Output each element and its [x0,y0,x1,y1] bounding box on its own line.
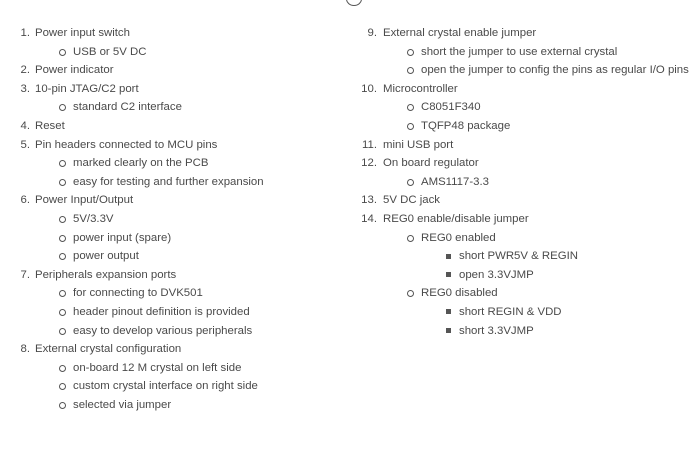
sub-sub-list-item [350,247,700,266]
sub-list-item [0,43,340,62]
circle-bullet-icon [59,216,66,223]
sub-item-text: USB or 5V DC [73,45,147,58]
sub-sub-item-text: short REGIN & VDD [459,305,562,318]
circle-bullet-icon [59,235,66,242]
circle-bullet-icon [407,179,414,186]
circle-bullet-icon [59,49,66,56]
list-item [350,136,700,155]
item-number: 13. [361,194,377,207]
item-text: REG0 enable/disable jumper [383,212,529,225]
sub-item-text: power input (spare) [73,231,172,244]
sub-list-item [0,396,340,415]
sub-sub-list-item [350,303,700,322]
item-text: Reset [35,119,65,132]
sub-list-item [350,229,700,248]
sub-list-item [0,154,340,173]
sub-list-item [0,247,340,266]
sub-list-item [0,173,340,192]
circled-number-mark [346,0,362,6]
list-item [0,117,340,136]
sub-item-text: custom crystal interface on right side [73,380,258,393]
square-bullet-icon [446,328,451,333]
sub-list-item [0,98,340,117]
circle-bullet-icon [407,67,414,74]
sub-list-item [350,61,700,80]
sub-list-item [350,43,700,62]
item-number: 4. [20,119,30,132]
list-item [0,191,340,210]
item-text: mini USB port [383,138,454,151]
sub-item-text: REG0 disabled [421,287,498,300]
sub-list-item [0,322,340,341]
circle-bullet-icon [59,253,66,260]
list-item [0,136,340,155]
sub-list-item [0,303,340,322]
feature-list-right [350,24,700,340]
list-item [0,340,340,359]
item-number: 7. [20,268,30,281]
sub-list-item [0,284,340,303]
sub-item-text: standard C2 interface [73,101,182,114]
sub-item-text: marked clearly on the PCB [73,157,209,170]
sub-item-text: selected via jumper [73,398,172,411]
item-text: 10-pin JTAG/C2 port [35,82,139,95]
sub-sub-item-text: open 3.3VJMP [459,268,534,281]
square-bullet-icon [446,254,451,259]
item-text: External crystal configuration [35,343,182,356]
item-text: Pin headers connected to MCU pins [35,138,218,151]
list-item [0,61,340,80]
item-number: 3. [20,82,30,95]
circle-bullet-icon [59,104,66,111]
circle-bullet-icon [59,290,66,297]
sub-list-item [350,98,700,117]
item-number: 11. [362,138,377,151]
sub-sub-list-item [350,266,700,285]
sub-item-text: easy for testing and further expansion [73,175,264,188]
sub-sub-item-text: short 3.3VJMP [459,324,534,337]
item-text: 5V DC jack [383,194,440,207]
sub-item-text: AMS1117-3.3 [421,175,489,188]
item-number: 8. [20,343,30,356]
item-text: Power indicator [35,64,114,77]
square-bullet-icon [446,272,451,277]
item-text: Microcontroller [383,82,458,95]
sub-item-text: REG0 enabled [421,231,496,244]
sub-list-item [350,284,700,303]
sub-list-item [0,377,340,396]
sub-item-text: for connecting to DVK501 [73,287,203,300]
circle-bullet-icon [59,160,66,167]
item-number: 6. [20,194,30,207]
circle-bullet-icon [407,235,414,242]
sub-list-item [350,117,700,136]
circle-bullet-icon [59,179,66,186]
circle-bullet-icon [59,402,66,409]
sub-item-text: TQFP48 package [421,119,511,132]
sub-item-text: C8051F340 [421,101,481,114]
item-number: 10. [361,82,377,95]
item-number: 9. [367,27,377,39]
sub-item-text: open the jumper to config the pins as regular I/O pins [421,64,689,77]
circle-bullet-icon [59,328,66,335]
sub-list-item [350,173,700,192]
item-text: Power Input/Output [35,194,134,207]
list-item [350,191,700,210]
list-item [0,80,340,99]
circle-bullet-icon [407,123,414,130]
item-number: 1. [20,27,30,39]
sub-list-item [0,229,340,248]
sub-item-text: header pinout definition is provided [73,305,250,318]
square-bullet-icon [446,309,451,314]
sub-item-text: 5V/3.3V [73,212,114,225]
circle-bullet-icon [59,309,66,316]
item-text: On board regulator [383,157,479,170]
sub-item-text: short the jumper to use external crystal [421,45,618,58]
circle-bullet-icon [407,290,414,297]
circle-bullet-icon [59,365,66,372]
circle-bullet-icon [407,49,414,56]
item-number: 14. [361,212,377,225]
item-number: 2. [20,64,30,77]
item-text: Peripherals expansion ports [35,268,177,281]
sub-item-text: on-board 12 M crystal on left side [73,361,242,374]
circle-bullet-icon [407,104,414,111]
sub-item-text: power output [73,250,139,263]
list-item [350,154,700,173]
list-item [350,210,700,229]
list-item [350,80,700,99]
feature-list-left [0,24,340,414]
list-item [350,24,700,43]
item-number: 5. [20,138,30,151]
list-item [0,266,340,285]
sub-sub-item-text: short PWR5V & REGIN [459,250,578,263]
item-number: 12. [361,157,377,170]
sub-item-text: easy to develop various peripherals [73,324,253,337]
sub-sub-list-item [350,322,700,341]
sub-list-item [0,359,340,378]
circle-bullet-icon [59,383,66,390]
item-text: Power input switch [35,27,130,39]
list-item [0,24,340,43]
item-text: External crystal enable jumper [383,27,537,39]
sub-list-item [0,210,340,229]
